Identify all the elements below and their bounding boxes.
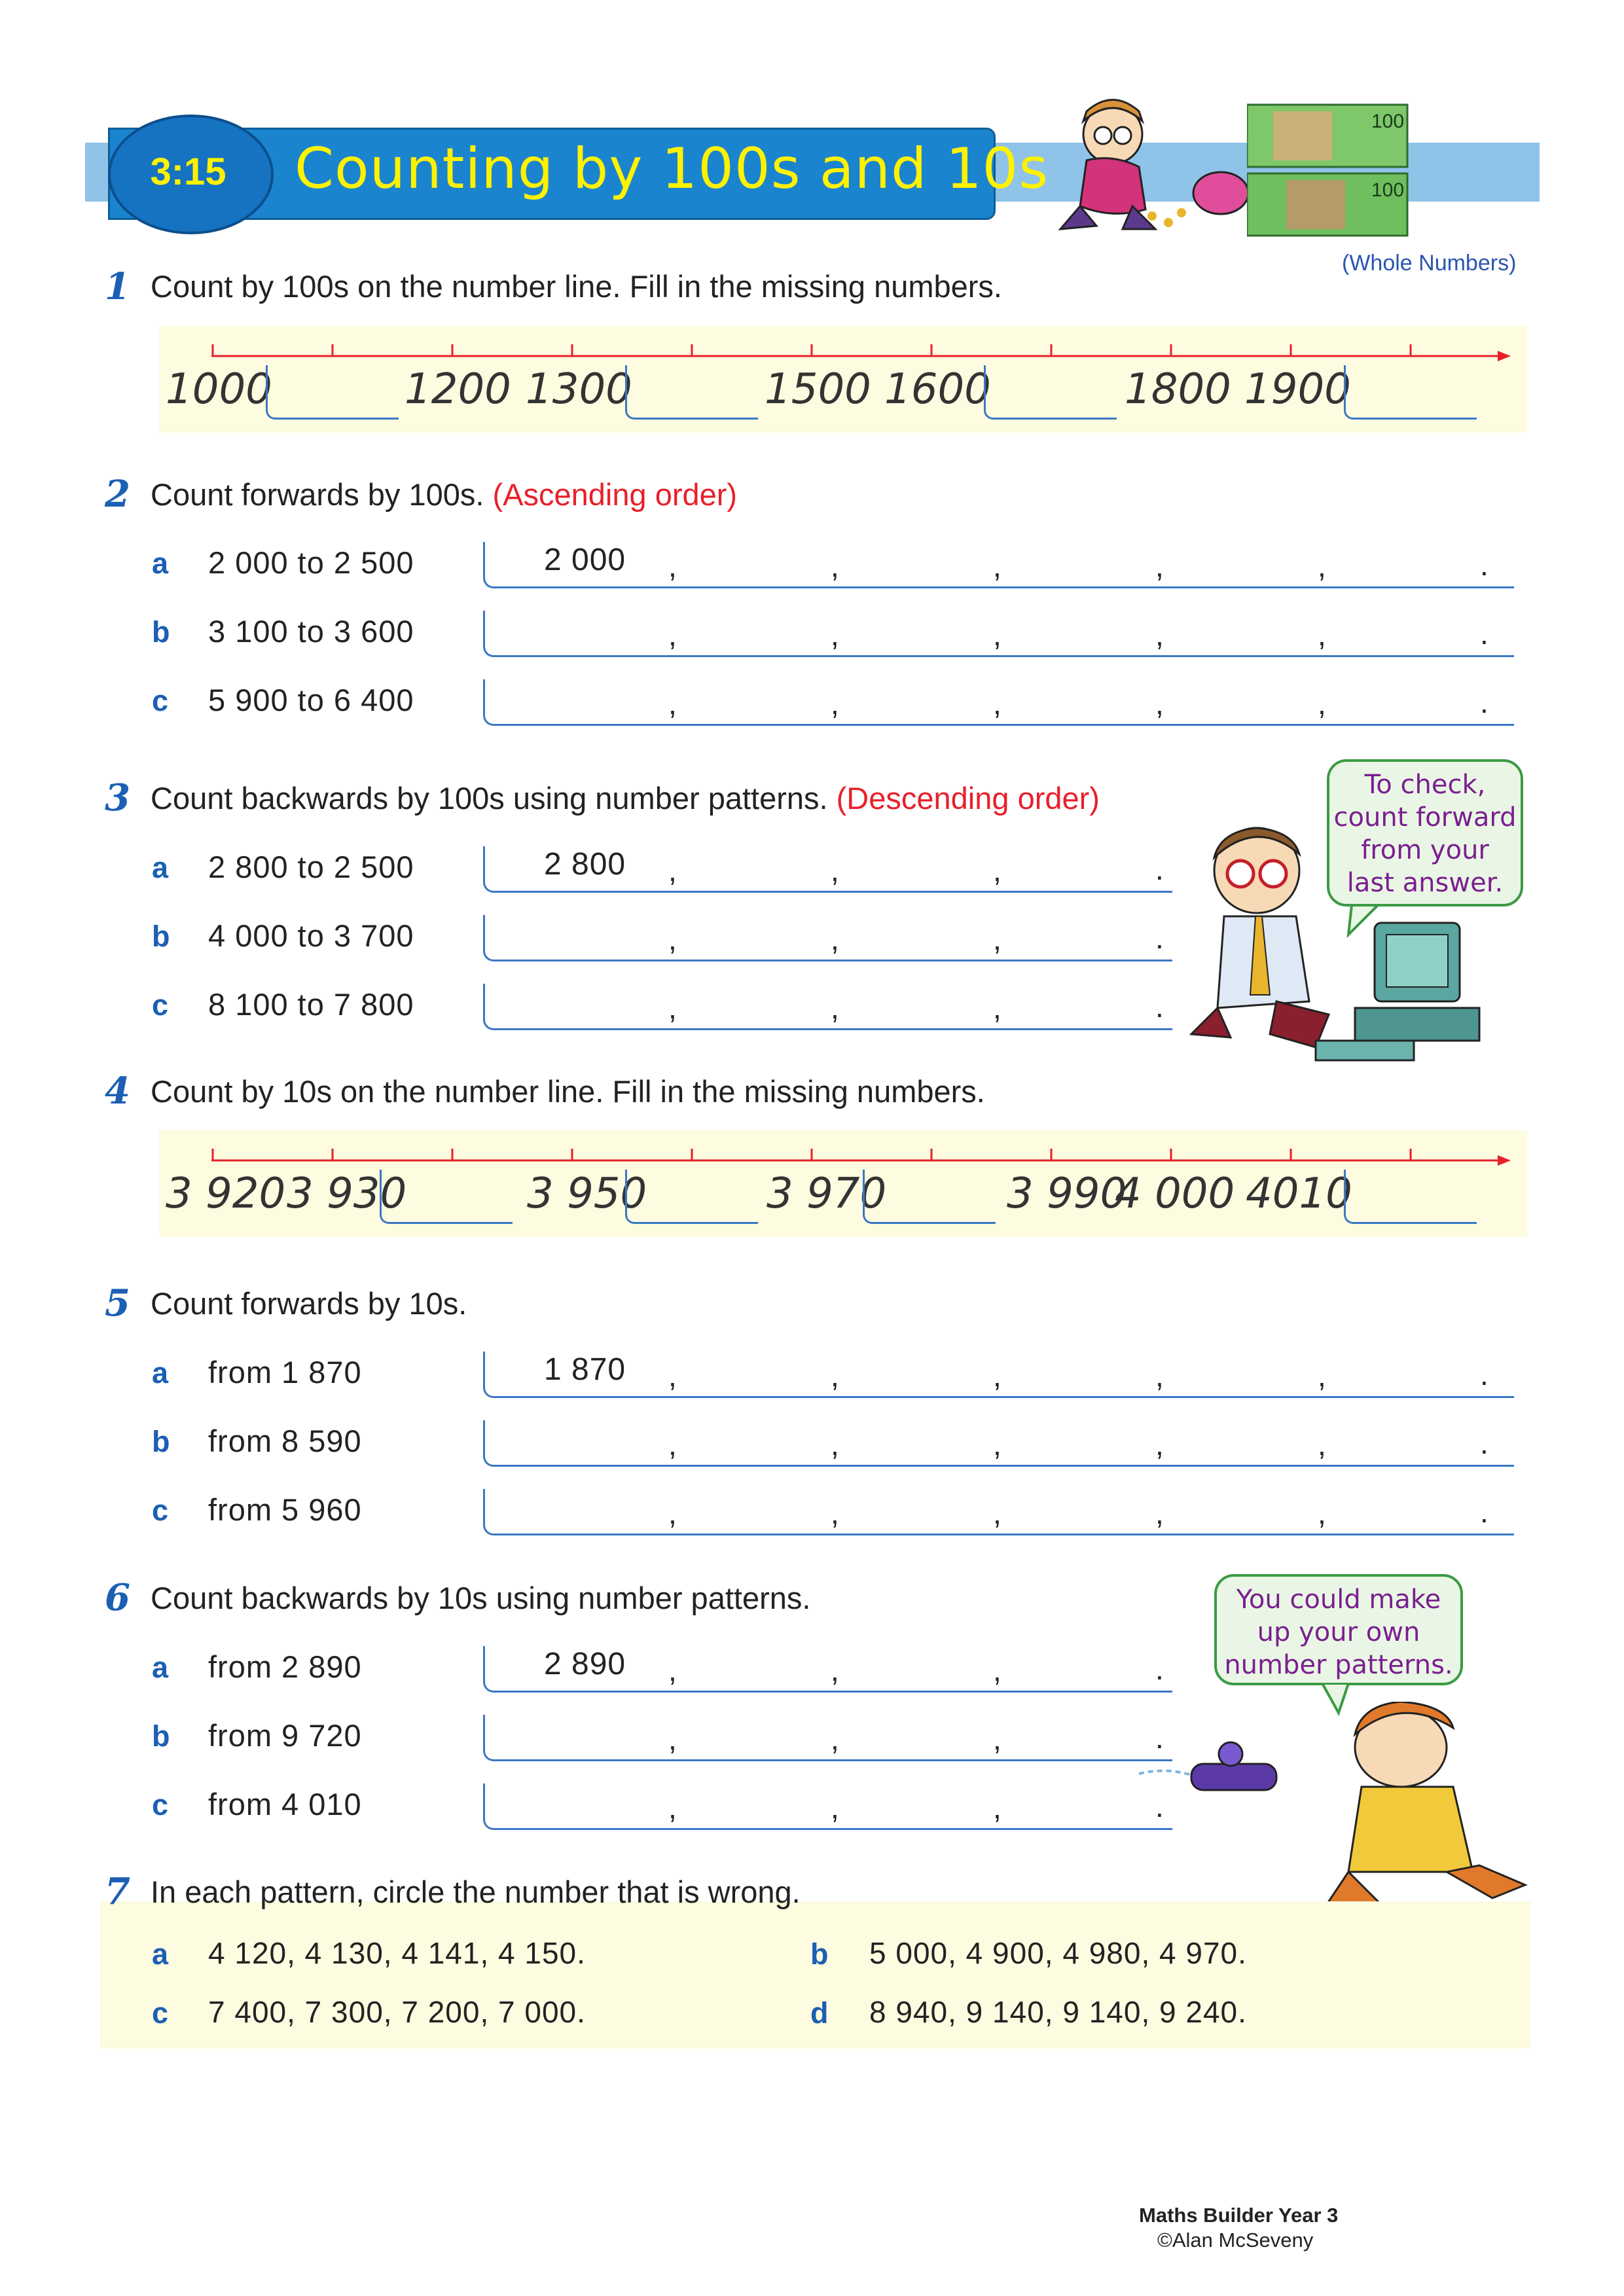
- part-letter: c: [152, 684, 169, 717]
- part-letter: b: [152, 1425, 170, 1458]
- question-1-text: Count by 100s on the number line. Fill in the missing numbers.: [151, 269, 1002, 304]
- prefilled-value: 1 870: [544, 1352, 626, 1387]
- answer-line[interactable]: 2 890 , , , .: [483, 1646, 1172, 1693]
- svg-text:100: 100: [1371, 179, 1405, 201]
- question-2-hint: (Ascending order): [492, 477, 738, 512]
- nl1-value: 1600: [884, 365, 991, 414]
- nl2-value: 3 970: [767, 1170, 887, 1218]
- part-letter: c: [152, 1996, 169, 2030]
- nl1-value: 1500: [765, 365, 871, 414]
- boy-computer-illustration: [1178, 818, 1486, 1073]
- nl1-value: 1300: [526, 365, 632, 414]
- part-letter: c: [152, 988, 169, 1022]
- banknotes-illustration: [1247, 101, 1411, 239]
- part-letter: c: [152, 1788, 169, 1821]
- range-text: from 4 010: [208, 1787, 362, 1821]
- question-number-3: 3: [105, 776, 130, 819]
- nl1-answer-box[interactable]: [984, 365, 1117, 420]
- answer-line[interactable]: 2 000 , , , , , .: [483, 542, 1514, 588]
- answer-line[interactable]: , , , .: [483, 1784, 1172, 1830]
- nl2-answer-box[interactable]: [1344, 1170, 1477, 1224]
- nl1-answer-box[interactable]: [625, 365, 758, 420]
- nl1-value: 1000: [166, 365, 272, 414]
- question-4-text: Count by 10s on the number line. Fill in the missing numbers.: [151, 1074, 985, 1109]
- nl1-value: 1900: [1244, 365, 1351, 414]
- boy-water-pistol-illustration: [1126, 1702, 1545, 1918]
- part-letter: d: [810, 1996, 829, 2030]
- number-line-1: [159, 326, 1527, 433]
- question-6-text: Count backwards by 10s using number patterns.: [151, 1581, 811, 1615]
- question-number-4: 4: [105, 1069, 130, 1113]
- page-title: Counting by 100s and 10s: [295, 136, 1049, 202]
- nl1-answer-box[interactable]: [266, 365, 399, 420]
- nl1-value: 1200: [405, 365, 511, 414]
- nl2-value: 3 990: [1007, 1170, 1127, 1218]
- range-text: 2 000 to 2 500: [208, 545, 414, 580]
- range-text: from 8 590: [208, 1424, 362, 1458]
- answer-line[interactable]: , , , .: [483, 915, 1172, 961]
- answer-line[interactable]: , , , , , .: [483, 1420, 1514, 1467]
- tip-bubble-patterns: You could make up your own number patterns.: [1214, 1574, 1463, 1685]
- range-text: 5 900 to 6 400: [208, 683, 414, 717]
- part-letter: a: [152, 851, 169, 884]
- answer-line[interactable]: , , , , , .: [483, 1489, 1514, 1535]
- question-3-text: Count backwards by 100s using number patterns. (Descending order): [151, 781, 1100, 816]
- part-letter: b: [152, 1719, 170, 1753]
- nl2-value: 3 950: [527, 1170, 647, 1218]
- lesson-number: 3:15: [150, 151, 226, 193]
- prefilled-value: 2 000: [544, 543, 626, 577]
- range-text: 8 100 to 7 800: [208, 987, 414, 1022]
- answer-line[interactable]: , , , .: [483, 984, 1172, 1030]
- answer-line[interactable]: 1 870 , , , , , .: [483, 1352, 1514, 1398]
- range-text: from 1 870: [208, 1355, 362, 1390]
- nl1-answer-box[interactable]: [1344, 365, 1477, 420]
- answer-line[interactable]: , , , , , .: [483, 611, 1514, 657]
- nl2-value: 3 920: [166, 1170, 286, 1218]
- tip-bubble-check: To check, count forward from your last answer.: [1327, 759, 1523, 906]
- answer-line[interactable]: , , , .: [483, 1715, 1172, 1761]
- subject-tag: (Whole Numbers): [1342, 251, 1517, 276]
- number-pattern[interactable]: 8 940, 9 140, 9 140, 9 240.: [869, 1995, 1247, 2029]
- nl2-value: 4 000: [1115, 1170, 1235, 1218]
- prefilled-value: 2 800: [544, 847, 626, 882]
- part-letter: b: [152, 615, 170, 649]
- nl2-value: 3 930: [287, 1170, 407, 1218]
- part-letter: a: [152, 547, 169, 580]
- part-letter: b: [810, 1937, 829, 1971]
- question-number-6: 6: [105, 1576, 130, 1619]
- question-number-1: 1: [105, 265, 130, 308]
- part-letter: a: [152, 1356, 169, 1390]
- range-text: from 9 720: [208, 1718, 362, 1753]
- nl2-answer-box[interactable]: [863, 1170, 996, 1224]
- prefilled-value: 2 890: [544, 1647, 626, 1681]
- number-pattern[interactable]: 7 400, 7 300, 7 200, 7 000.: [208, 1995, 586, 2029]
- range-text: 2 800 to 2 500: [208, 850, 414, 884]
- range-text: 4 000 to 3 700: [208, 918, 414, 953]
- range-text: from 2 890: [208, 1649, 362, 1684]
- question-5-text: Count forwards by 10s.: [151, 1286, 467, 1321]
- girl-piggybank-illustration: [1034, 95, 1283, 239]
- footer-copyright: ©Alan McSeveny: [1157, 2229, 1314, 2251]
- part-letter: b: [152, 920, 170, 953]
- range-text: from 5 960: [208, 1492, 362, 1527]
- answer-line[interactable]: 2 800 , , , .: [483, 846, 1172, 893]
- number-pattern[interactable]: 4 120, 4 130, 4 141, 4 150.: [208, 1936, 586, 1970]
- part-letter: a: [152, 1937, 169, 1971]
- question-number-2: 2: [105, 473, 130, 516]
- part-letter: c: [152, 1494, 169, 1527]
- nl2-answer-box[interactable]: [625, 1170, 758, 1224]
- question-number-7: 7: [105, 1870, 130, 1913]
- nl2-answer-box[interactable]: [380, 1170, 513, 1224]
- question-2-text: Count forwards by 100s. (Ascending order): [151, 477, 738, 512]
- number-pattern[interactable]: 5 000, 4 900, 4 980, 4 970.: [869, 1936, 1247, 1970]
- question-7-text: In each pattern, circle the number that is wrong.: [151, 1874, 801, 1909]
- question-number-5: 5: [105, 1282, 130, 1325]
- footer-book-title: Maths Builder Year 3: [1139, 2204, 1339, 2227]
- part-letter: a: [152, 1651, 169, 1684]
- nl2-value: 4010: [1246, 1170, 1352, 1218]
- number-line-2: [159, 1130, 1527, 1237]
- svg-text:100: 100: [1371, 111, 1405, 132]
- range-text: 3 100 to 3 600: [208, 614, 414, 649]
- answer-line[interactable]: , , , , , .: [483, 679, 1514, 726]
- nl1-value: 1800: [1125, 365, 1231, 414]
- question-3-hint: (Descending order): [836, 781, 1100, 816]
